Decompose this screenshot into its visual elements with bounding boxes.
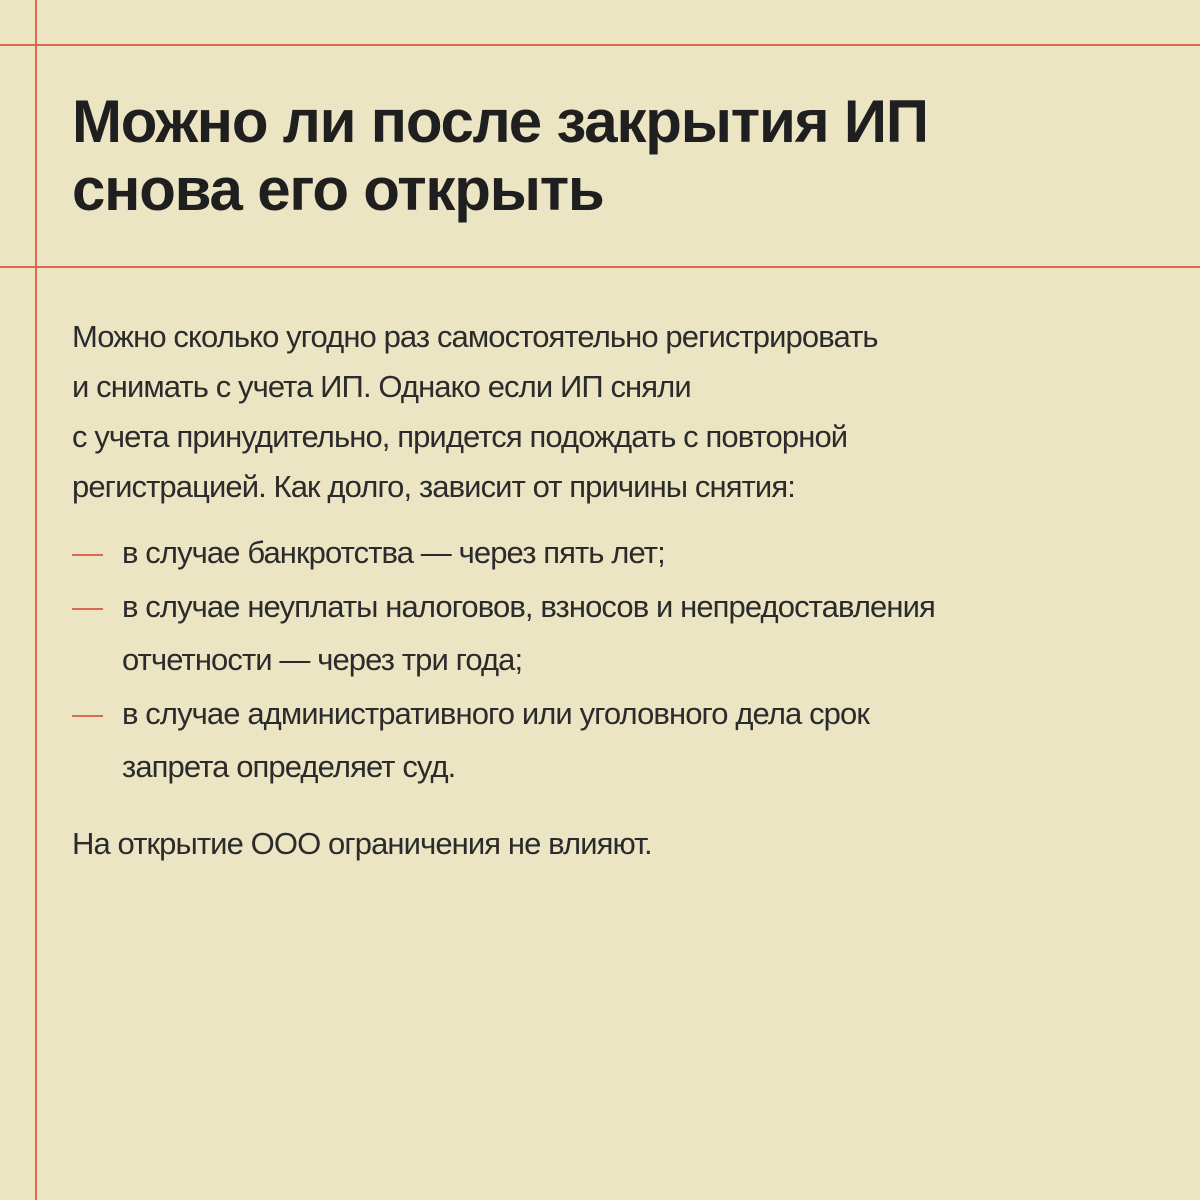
top-rule: [0, 44, 1200, 46]
list-item-text: в случае банкротства — через пять лет;: [122, 535, 665, 570]
intro-line: регистрацией. Как долго, зависит от причины снятия:: [72, 469, 795, 504]
page-title: [72, 88, 1152, 224]
list-item-text: в случае административного или уголовного дела срок: [122, 696, 870, 731]
intro-line: Можно сколько угодно раз самостоятельно регистрировать: [72, 319, 878, 354]
list-item: [72, 580, 1172, 686]
dash-bullet-icon: —: [72, 535, 103, 570]
intro-line: и снимать с учета ИП. Однако если ИП сняли: [72, 369, 691, 404]
intro-line: с учета принудительно, придется подождать с повторной: [72, 419, 848, 454]
intro-paragraph: [72, 312, 1172, 512]
list-item-text: в случае неуплаты налоговов, взносов и непредоставления: [122, 589, 935, 624]
list-item-text: запрета определяет суд.: [122, 749, 456, 784]
margin-rule: [35, 0, 37, 1200]
content-body: [72, 312, 1172, 869]
outro-paragraph: На открытие ООО ограничения не влияют.: [72, 826, 652, 861]
dash-bullet-icon: —: [72, 589, 103, 624]
list-item-text: отчетности — через три года;: [122, 642, 523, 677]
title-line: Можно ли после закрытия ИП: [72, 88, 928, 155]
dash-bullet-icon: —: [72, 696, 103, 731]
list-item: [72, 526, 1172, 579]
title-divider-rule: [0, 266, 1200, 268]
title-line: снова его открыть: [72, 156, 604, 223]
reasons-list: [72, 526, 1172, 793]
list-item: [72, 687, 1172, 793]
